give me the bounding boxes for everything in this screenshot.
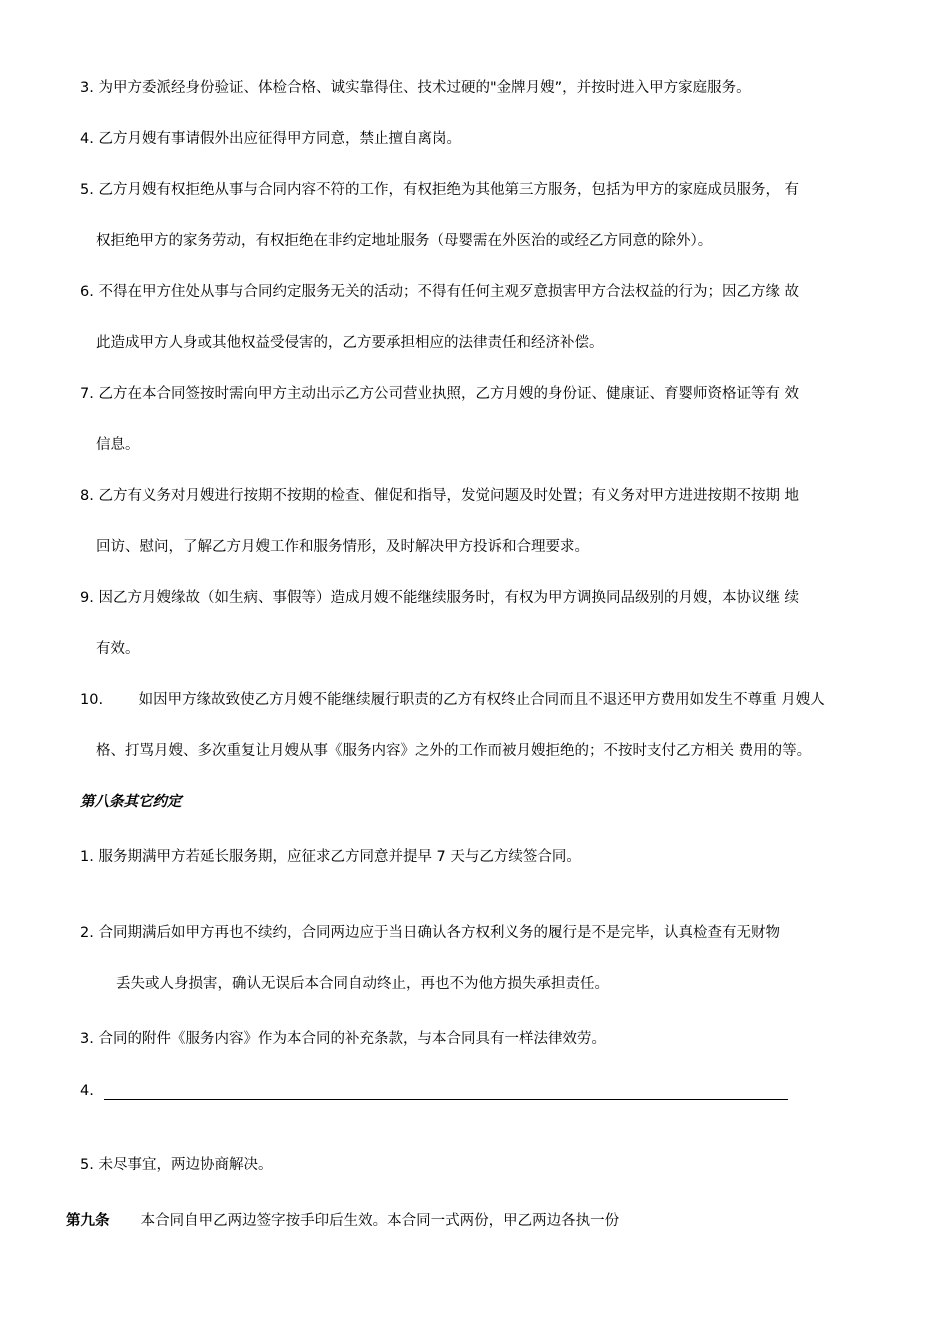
item-number: 6. (80, 284, 94, 300)
item-text: 为甲方委派经身份验证、体检合格、诚实靠得住、技术过硬的"金牌月嫂”，并按时进入甲方家庭服务。 (98, 80, 751, 96)
section-text: 本合同自甲乙两边签字按手印后生效。本合同一式两份，甲乙两边各执一份 (140, 1213, 620, 1229)
item-number: 9. (80, 590, 94, 606)
item-number: 2. (80, 925, 94, 941)
item-text-continued: 回访、慰问，了解乙方月嫂工作和服务情形，及时解决甲方投诉和合理要求。 (96, 539, 589, 555)
item-number: 7. (80, 386, 94, 402)
section9-clause (66, 1211, 619, 1231)
item-text-continued: 此造成甲方人身或其他权益受侵害的，乙方要承担相应的法律责任和经济补偿。 (96, 335, 604, 351)
item-number: 4. (80, 1083, 94, 1099)
item-text: 合同的附件《服务内容》作为本合同的补充条款，与本合同具有一样法律效劳。 (98, 1031, 606, 1047)
item-text: 乙方在本合同签按时需向甲方主动出示乙方公司营业执照，乙方月嫂的身份证、健康证、育婴师资格证等有 效 (98, 386, 800, 402)
section-heading: 第九条 (66, 1213, 110, 1229)
item-text-continued: 有效。 (96, 641, 140, 657)
item-number: 5. (80, 1157, 94, 1173)
item-number: 3. (80, 80, 94, 96)
section-heading: 第八条其它约定 (80, 794, 182, 810)
item-number: 10. (80, 692, 104, 708)
item-text-continued: 权拒绝甲方的家务劳动，有权拒绝在非约定地址服务（母婴需在外医治的或经乙方同意的除外）。 (96, 233, 713, 249)
item-number: 8. (80, 488, 94, 504)
item-text: 因乙方月嫂缘故（如生病、事假等）造成月嫂不能继续服务时，有权为甲方调换同品级别的月嫂，本协议继 续 (98, 590, 800, 606)
item-text: 乙方月嫂有权拒绝从事与合同内容不符的工作，有权拒绝为其他第三方服务，包括为甲方的家庭成员服务， 有 (98, 182, 800, 198)
item-number: 4. (80, 131, 94, 147)
item-text-continued: 信息。 (96, 437, 140, 453)
item-text: 不得在甲方住处从事与合同约定服务无关的活动；不得有任何主观歹意损害甲方合法权益的行为；因乙方缘 故 (98, 284, 800, 300)
item-text: 乙方月嫂有事请假外出应征得甲方同意，禁止擅自离岗。 (98, 131, 461, 147)
item-text: 乙方有义务对月嫂进行按期不按期的检查、催促和指导，发觉问题及时处置；有义务对甲方进进按期不按期 地 (98, 488, 800, 504)
item-number: 3. (80, 1031, 94, 1047)
item-text: 未尽事宜，两边协商解决。 (98, 1157, 273, 1173)
item-text: 服务期满甲方若延长服务期，应征求乙方同意并提早 7 天与乙方续签合同。 (98, 849, 581, 865)
item-number: 1. (80, 849, 94, 865)
item-text: 合同期满后如甲方再也不续约，合同两边应于当日确认各方权利义务的履行是不是完毕，认真检查有无财物 (98, 925, 780, 941)
fill-in-blank-line (104, 1099, 788, 1100)
item-text-continued: 格、打骂月嫂、多次重复让月嫂从事《服务内容》之外的工作而被月嫂拒绝的；不按时支付乙方相关 费用的等。 (96, 743, 812, 759)
item-text: 如因甲方缘故致使乙方月嫂不能继续履行职责的乙方有权终止合同而且不退还甲方费用如发生不尊重 月嫂人 (138, 692, 825, 708)
item-text-continued: 丢失或人身损害，确认无误后本合同自动终止，再也不为他方损失承担责任。 (116, 976, 609, 992)
item-number: 5. (80, 182, 94, 198)
